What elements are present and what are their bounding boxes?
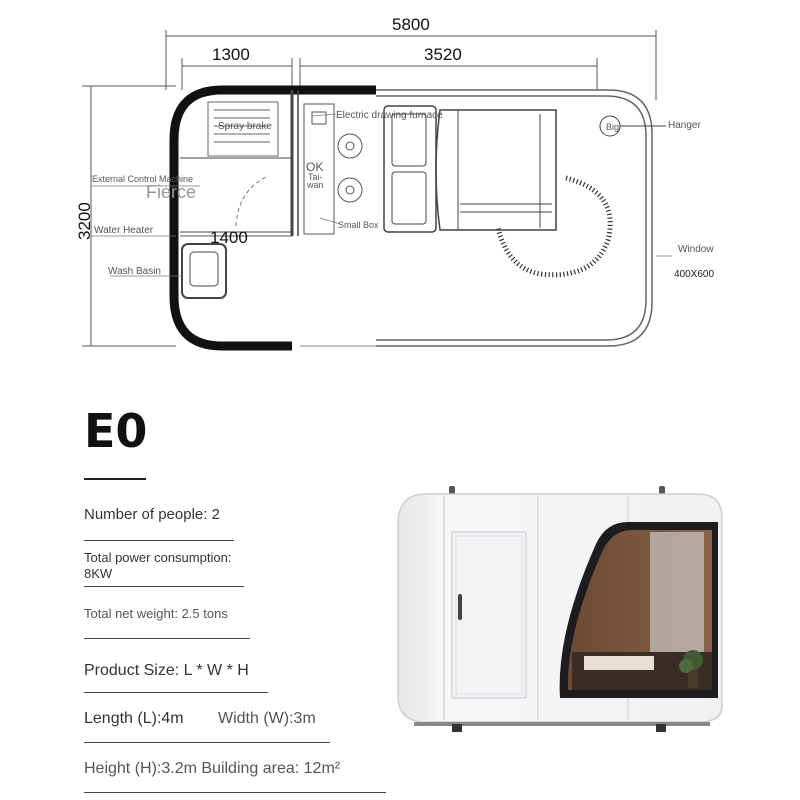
label-taiwan-1: Tai-: [308, 172, 323, 182]
wash-basin-fixture: [182, 244, 226, 298]
toilet-door-swing: [236, 176, 268, 226]
label-electric-drawing-furnace: Electric drawing furnace: [336, 110, 443, 121]
label-fierce: Fierce: [146, 182, 197, 202]
label-water-heater: Water Heater: [94, 225, 154, 236]
dim-right-section: 3520: [424, 45, 462, 64]
dim-left-section: 1300: [212, 45, 250, 64]
label-hanger: Hanger: [668, 120, 701, 131]
label-small-box: Small Box: [338, 220, 379, 230]
spec-divider: [84, 692, 268, 693]
spec-divider: [84, 638, 250, 639]
window-interior-pillow: [584, 656, 654, 670]
model-title-underline: [84, 478, 146, 480]
cabin-door: [452, 532, 526, 698]
window-interior-panel: [650, 532, 704, 652]
label-wash-basin: Wash Basin: [108, 266, 161, 277]
dim-overall-length: 5800: [392, 15, 430, 34]
interior-walls: [180, 90, 298, 236]
spec-length: Length (L):4m: [84, 710, 184, 727]
spec-width: Width (W):3m: [218, 710, 316, 727]
label-taiwan-2: wan: [307, 180, 324, 190]
round-table-dashed: [498, 178, 610, 275]
cabin-exterior-illustration: [392, 484, 732, 734]
label-ok: OK: [306, 160, 324, 174]
bed-and-sofa: [384, 106, 556, 232]
label-big: Big: [606, 122, 620, 132]
dim-overall-width: 3200: [75, 202, 94, 240]
label-spray-brake: Spray brake: [218, 121, 272, 132]
spec-power-line1: Total power consumption:: [84, 550, 232, 565]
spec-weight: Total net weight: 2.5 tons: [84, 606, 228, 621]
spec-people: Number of people: 2: [84, 506, 220, 523]
door-handle: [458, 594, 462, 620]
spec-divider: [84, 540, 234, 541]
spec-height: Height (H):3.2m Building area: 12m²: [84, 760, 341, 777]
spec-divider: [84, 742, 330, 743]
label-window-size: 400X600: [674, 269, 715, 280]
spec-size: Product Size: L * W * H: [84, 662, 249, 679]
spec-divider: [84, 792, 386, 793]
model-title: E0: [84, 404, 148, 458]
label-external-control-machine: External Control Machine: [92, 174, 194, 184]
spec-power-line2: 8KW: [84, 566, 113, 581]
label-window: Window: [678, 244, 714, 255]
spec-divider: [84, 586, 244, 587]
dim-inner-width: 1400: [210, 228, 248, 247]
